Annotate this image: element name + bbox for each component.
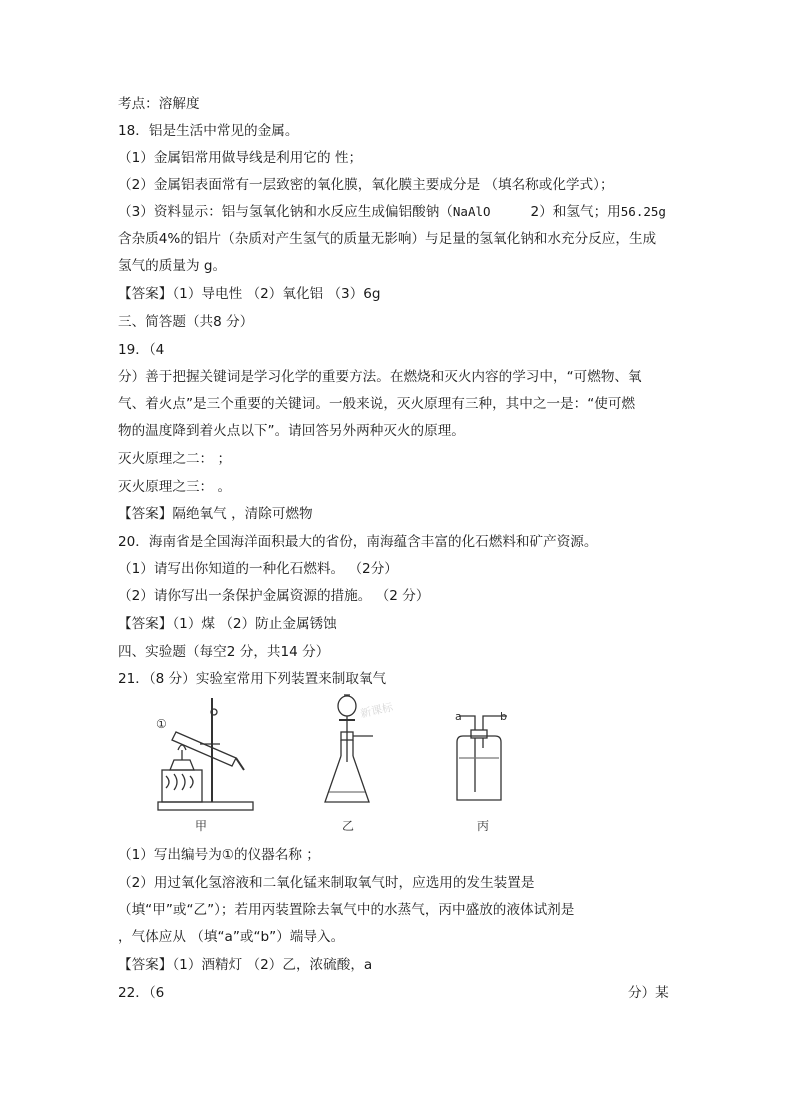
q21-part2-line3: ，气体应从 （填“a”或“b”）端导入。 [118, 929, 345, 945]
q20-answer: 【答案】（1）煤 （2）防止金属锈蚀 [118, 616, 337, 632]
q21-stem: 21．（8 分）实验室常用下列装置来制取氧气 [118, 671, 387, 687]
q21-part2-line2: （填“甲”或“乙”）；若用丙装置除去氧气中的水蒸气，丙中盛放的液体试剂是 [118, 902, 575, 918]
q19-line2: 气、着火点”是三个重要的关键词。一般来说，灭火原理有三种，其中之一是：“使可燃 [118, 396, 636, 412]
q18-part3-line2: 含杂质4%的铝片（杂质对产生氢气的质量无影响）与足量的氢氧化钠和水充分反应，生成 [118, 231, 657, 247]
q18-part3-text-a: （3）资料显示：铝与氢氧化钠和水反应生成偏铝酸钠（ [118, 204, 453, 220]
q20-stem: 20．海南省是全国海洋面积最大的省份，南海蕴含丰富的化石燃料和矿产资源。 [118, 534, 598, 550]
q21-part1: （1）写出编号为①的仪器名称 ； [118, 847, 320, 863]
q18-part1: （1）金属铝常用做导线是利用它的 性； [118, 150, 363, 166]
q18-part3-line3: 氢气的质量为 g。 [118, 258, 227, 274]
caption-jia: 甲 [195, 819, 208, 833]
q18-stem: 18．铝是生活中常见的金属。 [118, 123, 299, 139]
q20-part1: （1）请写出你知道的一种化石燃料。 （2分） [118, 561, 398, 577]
apparatus-drawing [140, 692, 540, 837]
q19-answer: 【答案】隔绝氧气 ，清除可燃物 [118, 506, 313, 522]
marker-one: ① [156, 717, 167, 731]
q21-answer: 【答案】（1）酒精灯 （2）乙，浓硫酸，a [118, 957, 373, 973]
watermark: 新课标 [359, 700, 395, 721]
q19-blank2: 灭火原理之二： ； [118, 451, 232, 467]
q18-part2: （2）金属铝表面常有一层致密的氧化膜，氧化膜主要成分是 （填名称或化学式）； [118, 177, 614, 193]
q19-blank3: 灭火原理之三： 。 [118, 479, 232, 495]
q18-part3-line1 [118, 202, 666, 222]
topic-line: 考点：溶解度 [118, 96, 200, 112]
apparatus-bing [457, 716, 507, 800]
q22-tail: 分）某 [628, 985, 669, 1001]
section4-title: 四、实验题（每空2 分，共14 分） [118, 644, 330, 660]
q19-line3: 物的温度降到着火点以下”。请回答另外两种灭火的原理。 [118, 423, 465, 439]
label-b: b [500, 710, 507, 723]
apparatus-figure [140, 692, 540, 837]
apparatus-jia [158, 698, 253, 810]
caption-yi: 乙 [342, 819, 355, 833]
q19-line1: 分）善于把握关键词是学习化学的重要方法。在燃烧和灭火内容的学习中，“可燃物、氧 [118, 369, 642, 385]
section3-title: 三、简答题（共8 分） [118, 314, 254, 330]
mass-value: 56.25g [620, 204, 666, 219]
q21-part2: （2）用过氧化氢溶液和二氧化锰来制取氧气时，应选用的发生装置是 [118, 875, 535, 891]
chemical-formula: NaAlO [452, 204, 491, 219]
q22-number: 22．（6 [118, 985, 165, 1001]
q18-part3-text-b: 2）和氢气；用 [530, 204, 621, 220]
label-a: a [455, 710, 462, 723]
q20-part2: （2）请你写出一条保护金属资源的措施。 （2 分） [118, 588, 430, 604]
q18-answer: 【答案】（1）导电性 （2）氧化铝 （3）6g [118, 286, 381, 302]
caption-bing: 丙 [477, 819, 490, 833]
q19-number: 19．（4 [118, 342, 165, 358]
